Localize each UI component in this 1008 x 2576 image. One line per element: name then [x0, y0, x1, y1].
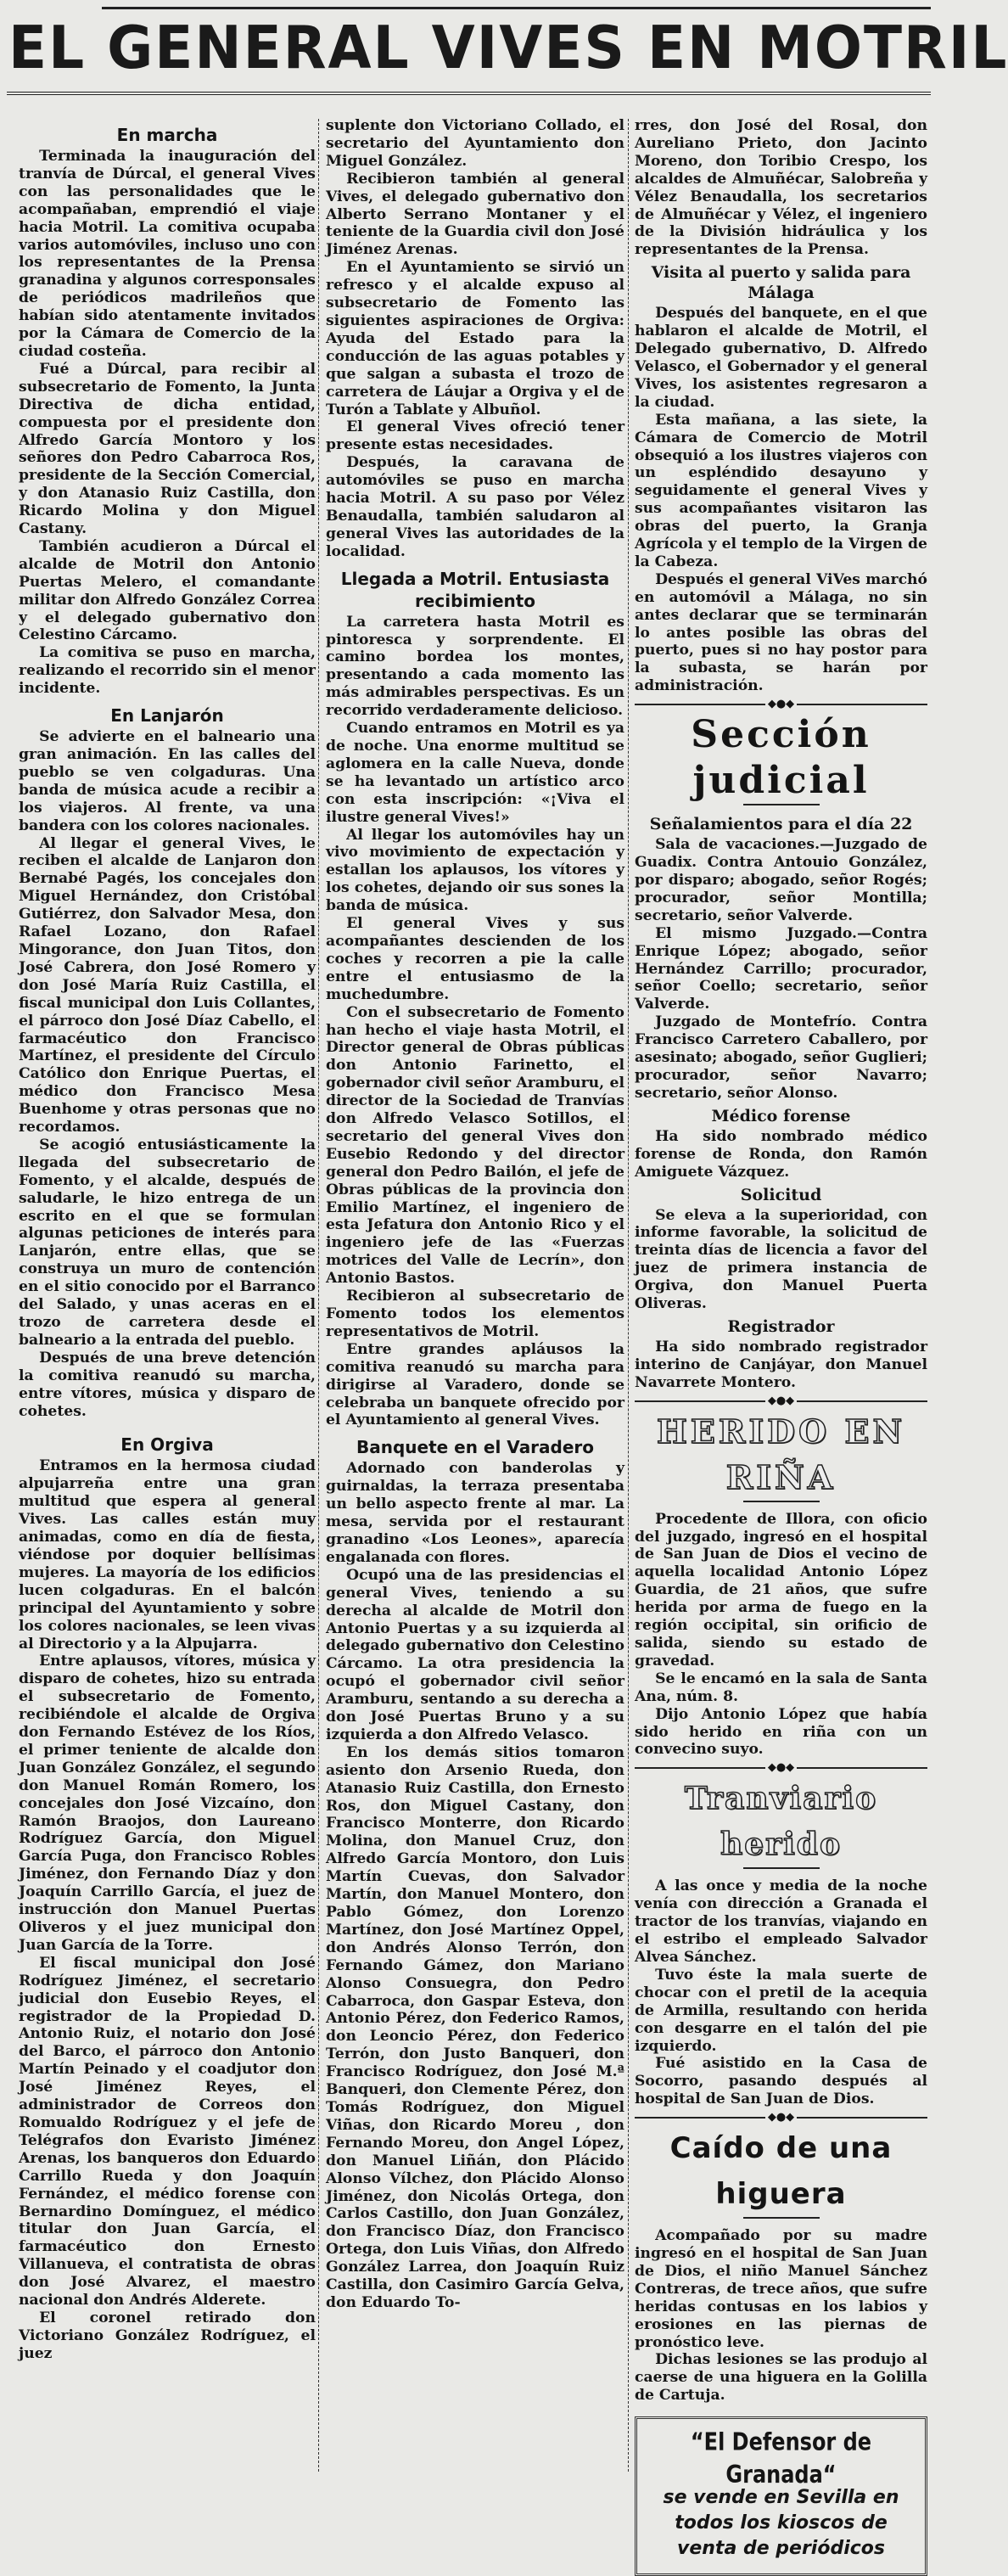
title-underline: [743, 1867, 820, 1869]
subheading-solicitud: Solicitud: [740, 1185, 822, 1204]
paragraph: Se eleva a la superioridad, con informe favorable, la solicitud de treinta días de licencia a favor del juez de primera instancia de Orgiva, don Manuel Puerta Oliveras.: [635, 1206, 927, 1313]
column-divider: [318, 119, 319, 2472]
title-underline: [743, 1501, 820, 1502]
paragraph: Procedente de Illora, con oficio del juzgado, ingresó en el hospital de San Juan de Dios el vecino de aquella localidad Antonio López Guardia, de 21 años, que sufre herida por arma de fuego en la región occipital, sin orificio de salida, siendo su estado de gravedad.: [635, 1510, 927, 1670]
paragraph: El fiscal municipal don José Rodríguez Jiménez, el secretario judicial don Eusebio Reyes, el registrador de la Propiedad D. Antonio Ruiz, el notario don José del Barco, el párroco don Antonio Martín Peinado y el coadjutor don José Jiménez Reyes, el administrador de Correos don Romualdo Rodríguez y el jefe de Telégrafos don Evaristo Jiménez Arenas, los banqueros don Eduardo Carrillo Rueda y don Joaquín Fernández, el médico forense con Bernardino Domínguez, el médico titular don Juan García, el farmacéutico don Ernesto Villanueva, el contratista de obras don José Alvarez, el maestro nacional don Andrés Alderete.: [19, 1954, 316, 2309]
masthead-bottom-rule: [7, 92, 931, 98]
article-column-3: [635, 117, 927, 2560]
paragraph: Fué a Dúrcal, para recibir al subsecretario de Fomento, la Junta Directiva de dicha entidad, compuesta por el presidente don Alfredo García Montoro y los señores don Pedro Cabarroca Ros, presidente de la Sección Comercial, y don Atanasio Ruiz Castilla, don Ricardo Molina y don Miguel Castany.: [19, 360, 316, 538]
article-column-2: [326, 117, 624, 2485]
subheading-llegada-a-motril: Llegada a Motril. Entusiasta recibimiento: [340, 568, 610, 611]
title-underline: [743, 2217, 820, 2219]
ornament-icon: ◆●◆: [767, 1761, 795, 1775]
paragraph: El mismo Juzgado.—Contra Enrique López; abogado, señor Hernández Carrillo; procurador, señor Coello; secretario, señor Valverde.: [635, 924, 927, 1013]
paragraph: Ha sido nombrado médico forense de Ronda, don Ramón Amiguete Vázquez.: [635, 1127, 927, 1181]
article-column-1: [19, 117, 316, 2485]
paragraph: Con el subsecretario de Fomento han hecho el viaje hasta Motril, el Director general de Obras públicas don Antonio Farinetto, el gobernador civil señor Aramburu, el director de la Sociedad de Tranvías don Alfredo Velasco Sotillos, el secretario del general Vives don Eusebio Redondo y del director general don Pedro Bailón, el jefe de Obras públicas de la provincia don Emilio Martínez, el ingeniero de esta Jefatura don Antonio Rico y el ingeniero jefe de las «Fuerzas motrices del Valle de Lecrín», don Antonio Bastos.: [326, 1003, 624, 1288]
article-title-caido-de-una-higuera: Caído de una higuera: [669, 2131, 893, 2212]
paragraph: Ocupó una de las presidencias el general Vives, teniendo a su derecha al alcalde de Motril don Antonio Puertas y a su izquierda al delegado gubernativo don Celestino Cárcamo. La otra presidencia la ocupó el gobernador civil señor Aramburu, sentando a su derecha a don José Puertas Bruno y a su izquierda a don Alfredo Velasco.: [326, 1566, 624, 1743]
paragraph: Entre aplausos, vítores, música y disparo de cohetes, hizo su entrada el subsecretario de Fomento, recibiéndole el alcalde de Orgiva don Fernando Estévez de los Ríos, el primer teniente de alcalde don Juan González González, el segundo don Manuel Román Romero, los concejales don José Vizcaíno, don Ramón Braojos, don Laureano Rodríguez García, don Miguel García Puga, don Francisco Robles Jiménez, don Fernando Díaz y don Joaquín Carrillo García, el juez de instrucción don Manuel Puertas Oliveros y el juez municipal don Juan García de la Torre.: [19, 1653, 316, 1954]
paragraph: Dijo Antonio López que había sido herido en riña con un convecino suyo.: [635, 1705, 927, 1759]
article-title-tranviario-herido: Tranviario herido: [684, 1781, 878, 1863]
paragraph: Se advierte en el balneario una gran animación. En las calles del pueblo se ven colgaduras. Una banda de música acude a recibir a los viajeros. Al frente, va una bandera con los colores nacionales.: [19, 728, 316, 834]
paragraph: Adornado con banderolas y guirnaldas, la terraza presentaba un bello aspecto frente al mar. La mesa, servida por el restaurant granadino «Los Leones», aparecía engalanada con flores.: [326, 1460, 624, 1566]
paragraph: El general Vives ofreció tener presente estas necesidades.: [326, 418, 624, 454]
paragraph: Recibieron al subsecretario de Fomento todos los elementos representativos de Motril.: [326, 1288, 624, 1340]
paragraph: Al llegar el general Vives, le reciben el alcalde de Lanjaron don Bernabé Pagés, los concejales don Miguel Hernández, don Cristóbal Gutiérrez, don Salvador Mesa, don Rafael Lozano, don Rafael Mingorance, don Juan Titos, don José Cabrera, don José Romero y don José María Ruiz Castilla, el fiscal municipal don Luis Collantes, el párroco don José Díaz Cabello, el farmacéutico don Francisco Martínez, el presidente del Círculo Católico don Enrique Puertas, el médico don Francisco Mesa Buenhome y otras personas que no recordamos.: [19, 834, 316, 1136]
paragraph: El coronel retirado don Victoriano González Rodríguez, el juez: [19, 2309, 316, 2362]
subheading-visita-al-puerto: Visita al puerto y salida para Málaga: [651, 263, 911, 303]
ornamental-divider: [635, 2113, 927, 2122]
paragraph: Cuando entramos en Motril es ya de noche. Una enorme multitud se aglomera en la calle Nueva, donde se ha levantado un artístico arco con esta inscripción: «¡Viva el ilustre general Vives!»: [326, 720, 624, 826]
section-title-seccion-judicial: Sección judicial: [691, 713, 871, 803]
paragraph: Terminada la inauguración del tranvía de Dúrcal, el general Vives con las personalidades que le acompañaban, emprendió el viaje hacia Motril. La comitiva ocupaba varios automóviles, incluso uno con los representantes de la Prensa granadina y algunos corresponsales de periódicos madrileños que habían sido atentamente invitados por la Cámara de Comercio de la ciudad costeña.: [19, 148, 316, 360]
subheading-en-marcha: En marcha: [116, 125, 218, 145]
paragraph: Acompañado por su madre ingresó en el hospital de San Juan de Dios, el niño Manuel Sánchez Contreras, de trece años, que sufre heridas contusas en los labios y erosiones en las piernas de pronóstico leve.: [635, 2227, 927, 2351]
ornamental-divider: [635, 700, 927, 709]
paragraph: Fué asistido en la Casa de Socorro, pasando después al hospital de San Juan de Dios.: [635, 2055, 927, 2108]
paragraph: En los demás sitios tomaron asiento don Arsenio Rueda, don Atanasio Ruiz Castilla, don Ernesto Ros, don Miguel Castany, don Francisco Monterre, don Ricardo Molina, don Manuel Cruz, don Alfredo García Montoro, don Luis Martín Cuevas, don Salvador Martín, don Manuel Montero, don Pablo Gómez, don Lorenzo Martínez, don José Martínez Oppel, don Andrés Alonso Terrón, don Fernando Gámez, don Mariano Alonso Consuegra, don Pedro Cabarroca, don Gaspar Esteva, don Antonio Pérez, don Federico Ramos, don Leoncio Pérez, don Federico Terrón, don Justo Banqueri, don Francisco Rodríguez, don José M.ª Banqueri, don Clemente Pérez, don Tomás Rodríguez, don Miguel Viñas, don Ricardo Moreu , don Fernando Moreu, don Angel López, don Manuel Liñán, don Plácido Alonso Vílchez, don Plácido Alonso Jiménez, don Nicolás Ortega, don Carlos Castillo, don Juan González, don Francisco Díaz, don Francisco Ortega, don Luis Viñas, don Alfredo González Larrea, don Joaquín Ruiz Castilla, don Casimiro García Gelva, don Eduardo To-: [326, 1743, 624, 2311]
ornamental-divider: [635, 1394, 927, 1407]
paragraph: Después, la caravana de automóviles se puso en marcha hacia Motril. A su paso por Vélez Benaudalla, también saludaron al general Vives las autoridades de la localidad.: [326, 454, 624, 560]
paragraph: El general Vives y sus acompañantes descienden de los coches y recorren a pie la calle entre el entusiasmo de la muchedumbre.: [326, 915, 624, 1003]
masthead: [0, 0, 1008, 110]
advertisement-box: [635, 2416, 927, 2576]
paragraph: A las once y media de la noche venía con dirección a Granada el tractor de los tranvías, viajando en el estribo el empleado Salvador Alvea Sánchez.: [635, 1877, 927, 1966]
paragraph: Recibieron también al general Vives, el delegado gubernativo don Alberto Serrano Montaner y el teniente de la Guardia civil don José Jiménez Arenas.: [326, 170, 624, 259]
paragraph: La carretera hasta Motril es pintoresca y sorprendente. El camino bordea los montes, presentando a cada momento las más admirables perspectivas. Es un recorrido verdaderamente delicioso.: [326, 613, 624, 720]
paragraph: rres, don José del Rosal, don Aureliano Prieto, don Jacinto Moreno, don Toribio Crespo, los alcaldes de Almuñécar, Salobreña y Vélez Benaudalla, los secretarios de Almuñécar y Vélez, el ingeniero de la División hidráulica y los representantes de la Prensa.: [635, 117, 927, 259]
subheading-registrador: Registrador: [727, 1316, 835, 1336]
paragraph: Se le encamó en la sala de Santa Ana, núm. 8.: [635, 1670, 927, 1705]
paragraph: Después de una breve detención la comitiva reanudó su marcha, entre vítores, música y disparo de cohetes.: [19, 1349, 316, 1420]
subheading-en-orgiva: En Orgiva: [120, 1434, 214, 1456]
ornament-icon: ◆●◆: [767, 2111, 795, 2124]
ad-newspaper-name: “El Defensor de Granada“: [690, 2427, 872, 2489]
paragraph: suplente don Victoriano Collado, el secretario del Ayuntamiento don Miguel González.: [326, 117, 624, 170]
paragraph: Tuvo éste la mala suerte de chocar con el pretil de la acequia de Armilla, resultando con herida con desgarre en el talón del pie izquierdo.: [635, 1966, 927, 2055]
subheading-medico-forense: Médico forense: [711, 1106, 851, 1125]
paragraph: Esta mañana, a las siete, la Cámara de Comercio de Motril obsequió a los ilustres viajeros con un espléndido desayuno y seguidamente el general Vives y sus acompañantes visitaron las obras del puerto, la Granja Agrícola y el templo de la Virgen de la Cabeza.: [635, 411, 927, 570]
article-title-herido-en-rina: HERIDO EN RIÑA: [656, 1411, 906, 1496]
ornamental-divider: [635, 1761, 927, 1775]
subheading-banquete: Banquete en el Varadero: [356, 1437, 595, 1458]
paragraph: Se acogió entusiásticamente la llegada del subsecretario de Fomento, y el alcalde, después de saludarle, le hizo entrega de un escrito en el que se formulan algunas peticiones de interés para Lanjarón, entre ellas, que se construya un muro de contención en el sitio conocido por el Barranco del Salado, y unas aceras en el trozo de carretera desde el balneario a la entrada del pueblo.: [19, 1136, 316, 1349]
paragraph: Juzgado de Montefrío. Contra Francisco Carretero Caballero, por asesinato; abogado, señor Guglieri; procurador, señor Navarro; secretario, señor Alonso.: [635, 1013, 927, 1102]
paragraph: Después el general ViVes marchó en automóvil a Málaga, no sin antes declarar que se terminarán lo antes posible las obras del puerto, pues si no hay postor para la subasta, se harán por administración.: [635, 570, 927, 695]
title-underline: [743, 804, 820, 805]
paragraph: Sala de vacaciones.—Juzgado de Guadix. Contra Antouio González, por disparo; abogado, señor Rogés; procurador, señor Montilla; secretario, señor Valverde.: [635, 836, 927, 924]
paragraph: La comitiva se puso en marcha, realizando el recorrido sin el menor incidente.: [19, 644, 316, 698]
ornament-icon: ◆●◆: [767, 698, 795, 711]
paragraph: Dichas lesiones se las produjo al caerse de una higuera en la Golilla de Cartuja.: [635, 2351, 927, 2405]
paragraph: Ha sido nombrado registrador interino de Canjáyar, don Manuel Navarrete Montero.: [635, 1338, 927, 1391]
paragraph: Entramos en la hermosa ciudad alpujarreña entre una gran multitud que espera al general Vives. Las calles están muy animadas, como en día de fiesta, viéndose por doquier bellísimas mujeres. La mayoría de los edificios lucen colgaduras. En el balcón principal del Ayuntamiento y sobre los colores nacionales, se leen vivas al Directorio y a la Alpujarra.: [19, 1457, 316, 1653]
subheading-senalamientos: Señalamientos para el día 22: [649, 815, 913, 834]
ornament-icon: ◆●◆: [767, 1394, 795, 1407]
subheading-en-lanjaron: En Lanjarón: [110, 705, 224, 727]
column-divider: [628, 119, 629, 2472]
ad-text: se vende en Sevilla en todos los kioscos de venta de periódicos: [663, 2487, 899, 2560]
paragraph: Al llegar los automóviles hay un vivo movimiento de expectación y estallan los aplausos, los vítores y los cohetes, dejando oir sus sones la banda de música.: [326, 826, 624, 915]
paragraph: En el Ayuntamiento se sirvió un refresco y el alcalde expuso al subsecretario de Fomento las siguientes aspiraciones de Orgiva: Ayuda del Estado para la conducción de las aguas potables y que salgan a subasta el trozo de carretera de Láujar a Orgiva y el de Turón a Tablate y Albuñol.: [326, 259, 624, 418]
page-title: EL GENERAL VIVES EN MOTRIL: [8, 14, 1008, 82]
masthead-top-rule: [102, 7, 931, 9]
paragraph: Entre grandes apláusos la comitiva reanudó su marcha para dirigirse al Varadero, donde se celebraba un banquete ofrecido por el Ayuntamiento al general Vives.: [326, 1340, 624, 1429]
paragraph: Después del banquete, en el que hablaron el alcalde de Motril, el Delegado gubernativo, D. Alfredo Velasco, el Gobernador y el general Vives, los asistentes regresaron a la ciudad.: [635, 305, 927, 411]
paragraph: También acudieron a Dúrcal el alcalde de Motril don Antonio Puertas Melero, el comandante militar don Alfredo González Correa y el delegado gubernativo don Celestino Cárcamo.: [19, 537, 316, 644]
